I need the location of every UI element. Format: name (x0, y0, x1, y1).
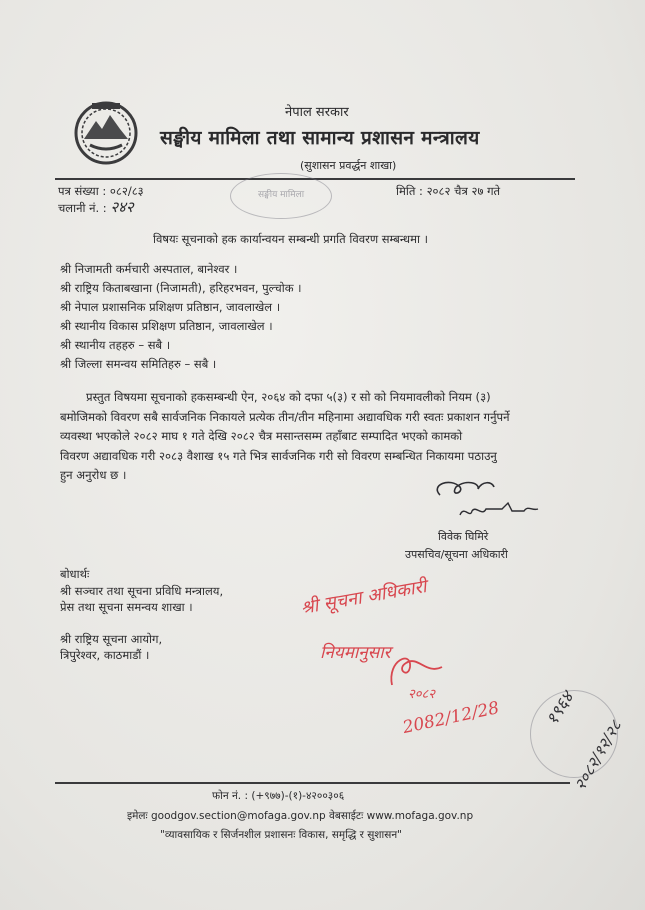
cc-item: श्री सञ्चार तथा सूचना प्रविधि मन्त्रालय, (60, 584, 224, 598)
cc-item: श्री राष्ट्रिय सूचना आयोग, (60, 632, 163, 646)
handwritten-note: नियमानुसार (320, 643, 391, 663)
body-line: प्रस्तुत विषयमा सूचनाको हकसम्बन्धी ऐन, २०६४ को दफा ५(३) र सो को नियमावलीको नियम (३) (86, 390, 491, 404)
recipient-item: श्री जिल्ला समन्वय समितिहरु – सबै । (60, 357, 217, 371)
recipient-item: श्री राष्ट्रिय किताबखाना (निजामती), हरिहरभवन, पुल्चोक । (60, 281, 302, 295)
recipient-item: श्री स्थानीय तहहरु – सबै । (60, 338, 171, 352)
cc-item: त्रिपुरेश्वर, काठमाडौं । (60, 648, 150, 662)
signature-icon (420, 475, 555, 530)
footer-rule (55, 782, 570, 784)
body-line: बमोजिमको विवरण सबै सार्वजनिक निकायले प्रत्येक तीन/तीन महिनामा अद्यावधिक गरी स्वतः प्रकाशन गर्नुपर्ने (60, 409, 510, 424)
handwritten-note: २०८२ (408, 687, 436, 702)
signatory-name: विवेक घिमिरे (438, 530, 489, 543)
section-name: (सुशासन प्रवर्द्धन शाखा) (300, 159, 397, 172)
nepal-emblem-icon (70, 95, 142, 167)
cc-label: बोधार्थः (60, 567, 90, 581)
stamp-handwritten-date: २०८२/१२/२८ (570, 717, 626, 794)
ministry-name: सङ्घीय मामिला तथा सामान्य प्रशासन मन्त्रालय (160, 127, 480, 149)
handwritten-date: 2082/12/28 (400, 698, 501, 738)
footer-contacts: इमेलः goodgov.section@mofaga.gov.np वेबसाईटः www.mofaga.gov.np (127, 810, 474, 822)
footer-phone: फोन नं. : (+९७७)-(१)-४२००३०६ (212, 790, 345, 802)
recipient-item: श्री निजामती कर्मचारी अस्पताल, बानेश्वर । (60, 262, 238, 276)
stamp-handwritten-number: १९६४ (542, 688, 579, 730)
body-line: विवरण अद्यावधिक गरी २०८३ वैशाख १५ गते भित्र सार्वजनिक गरी सो विवरण सम्बन्धित निकायमा पठाउनु (60, 448, 497, 463)
body-line: व्यवस्था भएकोले २०८२ माघ १ गते देखि २०८२ चैत्र मसान्तसम्म तहाँबाट सम्पादित भएको कामको (60, 429, 463, 443)
letter-date: मिति : २०८२ चैत्र २७ गते (396, 184, 501, 198)
recipient-item: श्री स्थानीय विकास प्रशिक्षण प्रतिष्ठान, जावलाखेल । (60, 319, 273, 333)
letter-number-label: पत्र संख्या : ०८२/८३ (58, 184, 144, 198)
dispatch-stamp-text: सङ्घीय मामिला (257, 190, 305, 200)
body-line: हुन अनुरोध छ । (60, 468, 127, 482)
body-paragraph (60, 388, 558, 486)
handwritten-note: श्री सूचना अधिकारी (299, 576, 429, 619)
recipient-item: श्री नेपाल प्रशासनिक प्रशिक्षण प्रतिष्ठान, जावलाखेल । (60, 300, 281, 314)
signatory-title: उपसचिव/सूचना अधिकारी (405, 548, 508, 561)
government-name: नेपाल सरकार (285, 105, 349, 120)
subject-line: विषयः सूचनाको हक कार्यान्वयन सम्बन्धी प्रगति विवरण सम्बन्धमा । (153, 232, 428, 246)
dispatch-number: चलानी नं. : २४२ (58, 198, 134, 216)
dispatch-stamp (230, 173, 332, 219)
footer-slogan: "व्यावसायिक र सिर्जनशील प्रशासनः विकास, समृद्धि र सुशासन" (160, 829, 402, 841)
cc-item: प्रेस तथा सूचना समन्वय शाखा । (60, 600, 193, 614)
